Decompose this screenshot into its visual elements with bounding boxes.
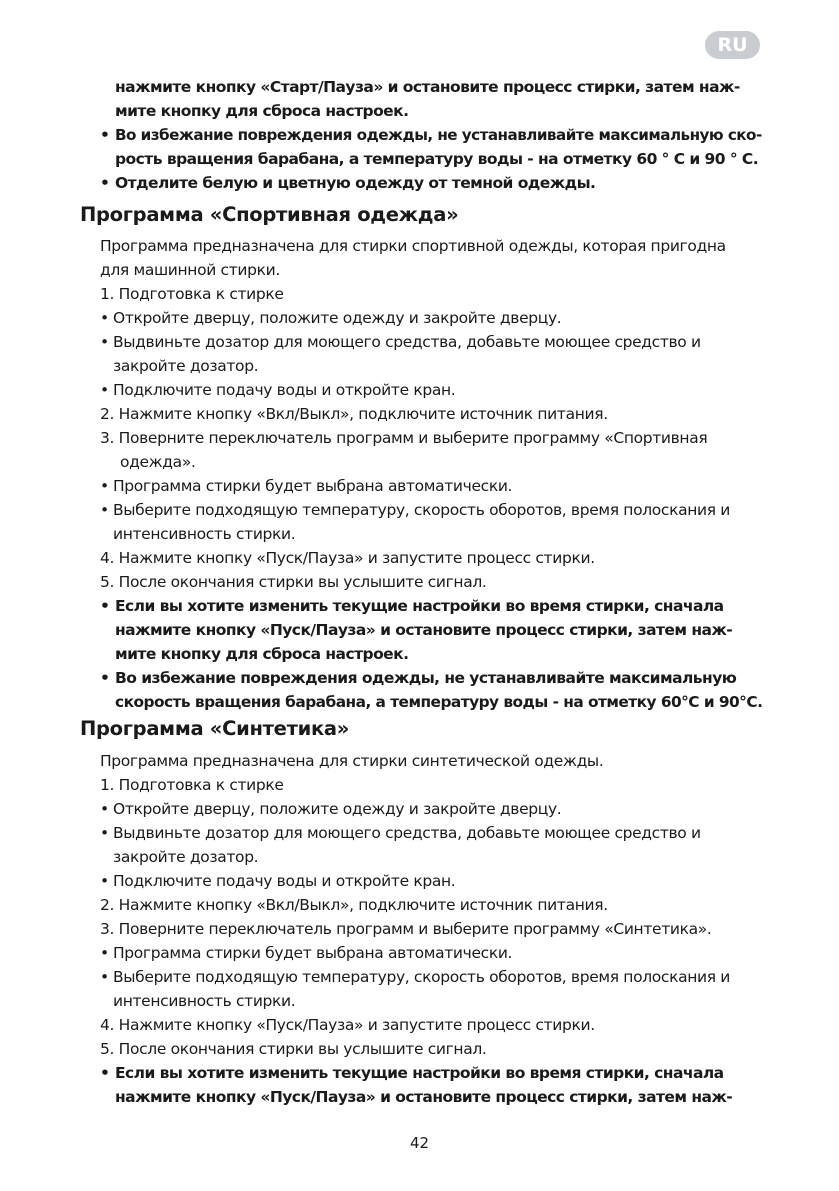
page-number: 42 [409, 1134, 430, 1152]
text-line: мите кнопку для сброса настроек. [115, 645, 409, 663]
text-line: Подключите подачу воды и откройте кран. [113, 381, 456, 399]
text-line: Программа стирки будет выбрана автоматически. [113, 477, 513, 495]
bullet: • [100, 944, 109, 962]
text-line: закройте дозатор. [113, 357, 259, 375]
text-line: 4. Нажмите кнопку «Пуск/Пауза» и запустите процесс стирки. [100, 549, 595, 567]
text-line: Выдвиньте дозатор для моющего средства, добавьте моющее средство и [113, 333, 701, 351]
text-line: 3. Поверните переключатель программ и выберите программу «Синтетика». [100, 920, 712, 938]
text-line: одежда». [120, 453, 196, 471]
text-line: мите кнопку для сброса настроек. [115, 102, 409, 120]
bullet: • [100, 824, 109, 842]
text-line: 3. Поверните переключатель программ и выберите программу «Спортивная [100, 429, 708, 447]
bullet: • [100, 477, 109, 495]
text-line: рость вращения барабана, а температуру воды - на отметку 60 ° С и 90 ° С. [115, 150, 759, 168]
text-line: нажмите кнопку «Пуск/Пауза» и остановите процесс стирки, затем наж- [115, 1088, 733, 1106]
text-line: 2. Нажмите кнопку «Вкл/Выкл», подключите источник питания. [100, 896, 608, 914]
text-line: Отделите белую и цветную одежду от темной одежды. [115, 174, 596, 192]
bullet: • [100, 174, 110, 192]
text-line: нажмите кнопку «Пуск/Пауза» и остановите процесс стирки, затем наж- [115, 621, 733, 639]
bullet: • [100, 800, 109, 818]
bullet: • [100, 126, 110, 144]
text-line: 5. После окончания стирки вы услышите сигнал. [100, 573, 487, 591]
text-line: 1. Подготовка к стирке [100, 776, 284, 794]
bullet: • [100, 968, 109, 986]
bullet: • [100, 501, 109, 519]
text-line: Подключите подачу воды и откройте кран. [113, 872, 456, 890]
text-line: закройте дозатор. [113, 848, 259, 866]
text-line: Если вы хотите изменить текущие настройки во время стирки, сначала [115, 597, 724, 615]
text-line: Откройте дверцу, положите одежду и закройте дверцу. [113, 309, 562, 327]
bullet: • [100, 1064, 110, 1082]
text-line: Во избежание повреждения одежды, не устанавливайте максимальную ско- [115, 126, 762, 144]
text-line: скорость вращения барабана, а температуру воды - на отметку 60°С и 90°С. [115, 693, 763, 711]
text-line: нажмите кнопку «Старт/Пауза» и остановите процесс стирки, затем наж- [115, 78, 740, 96]
section-title-synthetics: Программа «Синтетика» [80, 717, 350, 740]
text-line: Во избежание повреждения одежды, не устанавливайте максимальную [115, 669, 737, 687]
bullet: • [100, 381, 109, 399]
text-line: 1. Подготовка к стирке [100, 285, 284, 303]
language-badge: RU [705, 31, 760, 59]
bullet: • [100, 669, 110, 687]
text-line: Если вы хотите изменить текущие настройки во время стирки, сначала [115, 1064, 724, 1082]
section-title-sport: Программа «Спортивная одежда» [80, 203, 459, 226]
text-line: Выберите подходящую температуру, скорость оборотов, время полоскания и [113, 968, 731, 986]
text-line: Программа предназначена для стирки спортивной одежды, которая пригодна [100, 237, 726, 255]
text-line: Программа стирки будет выбрана автоматически. [113, 944, 513, 962]
text-line: Выберите подходящую температуру, скорость оборотов, время полоскания и [113, 501, 731, 519]
bullet: • [100, 333, 109, 351]
bullet: • [100, 872, 109, 890]
text-line: 2. Нажмите кнопку «Вкл/Выкл», подключите источник питания. [100, 405, 608, 423]
text-line: интенсивность стирки. [113, 992, 296, 1010]
text-line: интенсивность стирки. [113, 525, 296, 543]
text-line: Программа предназначена для стирки синтетической одежды. [100, 752, 604, 770]
text-line: 5. После окончания стирки вы услышите сигнал. [100, 1040, 487, 1058]
bullet: • [100, 597, 110, 615]
text-line: Выдвиньте дозатор для моющего средства, добавьте моющее средство и [113, 824, 701, 842]
text-line: 4. Нажмите кнопку «Пуск/Пауза» и запустите процесс стирки. [100, 1016, 595, 1034]
bullet: • [100, 309, 109, 327]
text-line: Откройте дверцу, положите одежду и закройте дверцу. [113, 800, 562, 818]
text-line: для машинной стирки. [100, 261, 280, 279]
